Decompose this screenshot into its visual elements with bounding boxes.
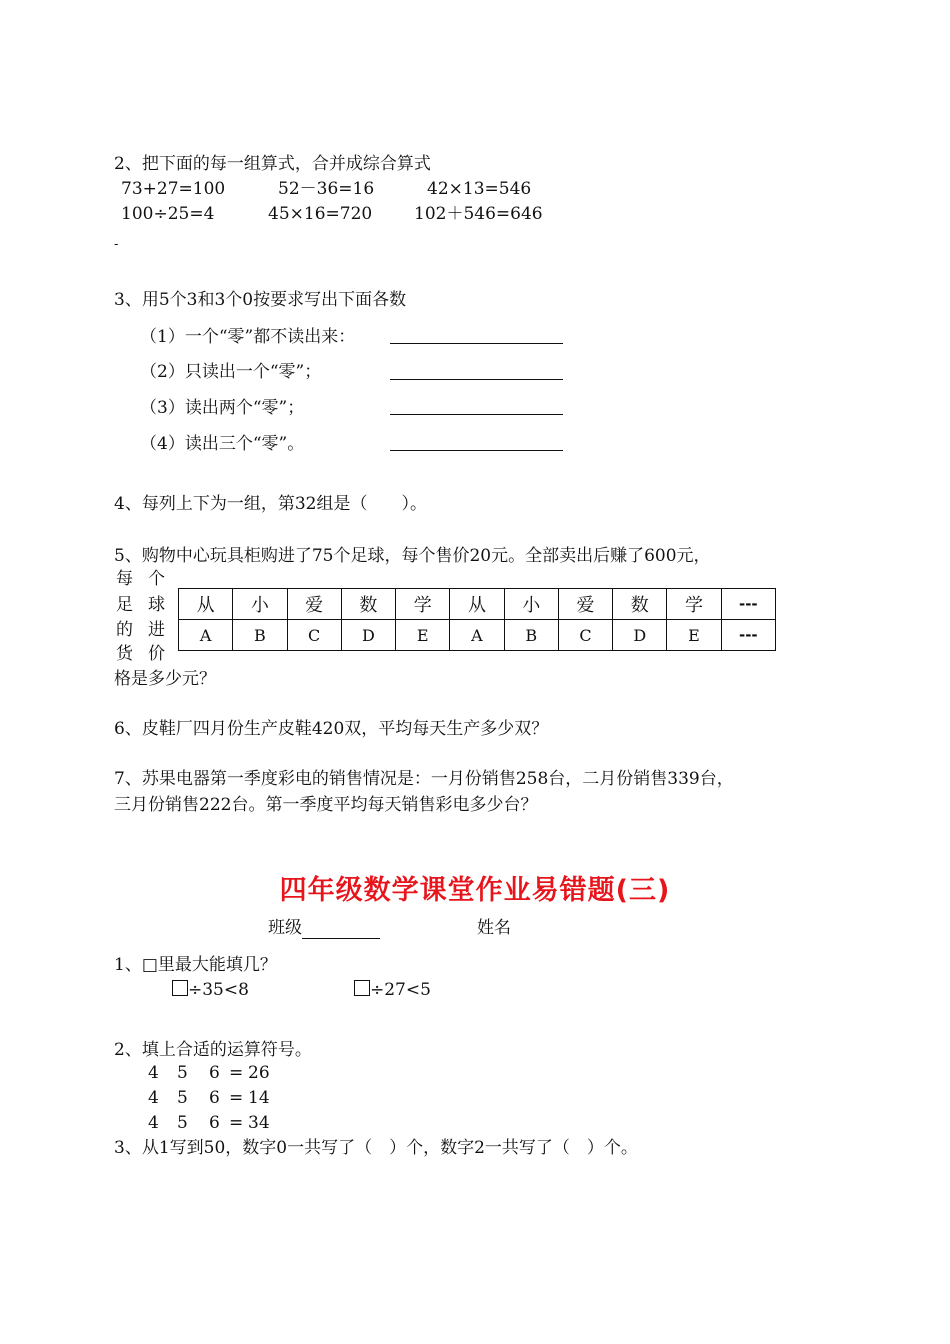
table-row bbox=[179, 620, 776, 651]
q2-expr: 73+27=100 bbox=[121, 179, 226, 199]
answer-line[interactable] bbox=[390, 414, 563, 415]
p2-num: 4 bbox=[148, 1063, 159, 1083]
name-label: 姓名 bbox=[477, 918, 511, 938]
q5-side-char: 个 bbox=[148, 569, 165, 589]
q4-text: 4、每列上下为一组，第32组是（ ）。 bbox=[114, 494, 427, 514]
class-label-text: 班级 bbox=[268, 918, 302, 938]
table-cell: 学 bbox=[396, 589, 450, 620]
q3-title: 3、用5个3和3个0按要求写出下面各数 bbox=[114, 290, 407, 310]
p2-title: 2、填上合适的运算符号。 bbox=[114, 1040, 312, 1060]
class-field[interactable] bbox=[302, 920, 380, 939]
q5-line1: 5、购物中心玩具柜购进了75个足球，每个售价20元。全部卖出后赚了600元， bbox=[114, 546, 711, 566]
table-cell: 小 bbox=[504, 589, 558, 620]
p2-num: 5 bbox=[177, 1088, 188, 1108]
q5-side-char: 的 bbox=[116, 620, 133, 640]
answer-box[interactable] bbox=[172, 980, 188, 996]
table-cell: C bbox=[287, 620, 341, 651]
table-cell: C bbox=[558, 620, 612, 651]
table-cell: 数 bbox=[613, 589, 667, 620]
table-cell: 小 bbox=[233, 589, 287, 620]
q3-item: （4）读出三个“零”。 bbox=[140, 434, 305, 454]
table-cell: 学 bbox=[667, 589, 721, 620]
table-cell: E bbox=[396, 620, 450, 651]
table-cell: 爱 bbox=[287, 589, 341, 620]
table-cell: D bbox=[613, 620, 667, 651]
q5-side-char: 球 bbox=[148, 595, 165, 615]
p1-eq bbox=[172, 979, 249, 1001]
pattern-table bbox=[178, 588, 776, 651]
table-cell: A bbox=[450, 620, 504, 651]
p2-result: 26 bbox=[248, 1063, 270, 1083]
table-cell: B bbox=[504, 620, 558, 651]
q7-line1: 7、苏果电器第一季度彩电的销售情况是：一月份销售258台，二月份销售339台， bbox=[114, 769, 734, 789]
stray-mark: - bbox=[114, 237, 119, 252]
class-label bbox=[268, 917, 380, 939]
table-cell: --- bbox=[721, 589, 775, 620]
p2-num: 6 bbox=[209, 1063, 220, 1083]
p2-eq: = bbox=[229, 1063, 244, 1083]
table-cell: D bbox=[341, 620, 395, 651]
q2-title: 2、把下面的每一组算式，合并成综合算式 bbox=[114, 154, 431, 174]
q5-side-char: 足 bbox=[116, 595, 133, 615]
p1-title: 1、□里最大能填几？ bbox=[114, 955, 277, 975]
p2-num: 4 bbox=[148, 1088, 159, 1108]
q5-last: 格是多少元？ bbox=[114, 669, 216, 689]
q7-line2: 三月份销售222台。第一季度平均每天销售彩电多少台？ bbox=[114, 795, 538, 815]
p2-num: 6 bbox=[209, 1113, 220, 1133]
p1-eq-text: ÷35<8 bbox=[188, 980, 249, 1000]
q6-text: 6、皮鞋厂四月份生产皮鞋420双，平均每天生产多少双？ bbox=[114, 719, 549, 739]
answer-line[interactable] bbox=[390, 343, 563, 344]
p2-num: 5 bbox=[177, 1063, 188, 1083]
q2-expr: 52－36=16 bbox=[278, 179, 375, 199]
table-row bbox=[179, 589, 776, 620]
p2-result: 34 bbox=[248, 1113, 270, 1133]
q2-expr: 45×16=720 bbox=[268, 204, 373, 224]
q3-item: （2）只读出一个“零”； bbox=[140, 362, 322, 382]
p2-result: 14 bbox=[248, 1088, 270, 1108]
p2-num: 4 bbox=[148, 1113, 159, 1133]
answer-line[interactable] bbox=[390, 450, 563, 451]
q5-side-char: 价 bbox=[148, 644, 165, 664]
table-cell: 从 bbox=[179, 589, 233, 620]
p1-eq bbox=[354, 979, 431, 1001]
answer-line[interactable] bbox=[390, 379, 563, 380]
q2-expr: 100÷25=4 bbox=[121, 204, 215, 224]
p2-num: 5 bbox=[177, 1113, 188, 1133]
p2-eq: = bbox=[229, 1113, 244, 1133]
p2-eq: = bbox=[229, 1088, 244, 1108]
q3-item: （1）一个“零”都不读出来： bbox=[140, 327, 356, 347]
table-cell: 爱 bbox=[558, 589, 612, 620]
p3-text: 3、从1写到50，数字0一共写了（ ）个，数字2一共写了（ ）个。 bbox=[114, 1138, 638, 1158]
p1-eq-text: ÷27<5 bbox=[370, 980, 431, 1000]
q5-side-char: 每 bbox=[116, 569, 133, 589]
table-cell: 数 bbox=[341, 589, 395, 620]
q2-expr: 102＋546=646 bbox=[414, 204, 543, 224]
table-cell: E bbox=[667, 620, 721, 651]
table-cell: B bbox=[233, 620, 287, 651]
q2-expr: 42×13=546 bbox=[427, 179, 532, 199]
table-cell: --- bbox=[721, 620, 775, 651]
q5-side-char: 进 bbox=[148, 620, 165, 640]
table-cell: 从 bbox=[450, 589, 504, 620]
p2-num: 6 bbox=[209, 1088, 220, 1108]
table-cell: A bbox=[179, 620, 233, 651]
page-title: 四年级数学课堂作业易错题(三) bbox=[279, 875, 671, 906]
answer-box[interactable] bbox=[354, 980, 370, 996]
q3-item: （3）读出两个“零”； bbox=[140, 398, 305, 418]
q5-side-char: 货 bbox=[116, 644, 133, 664]
